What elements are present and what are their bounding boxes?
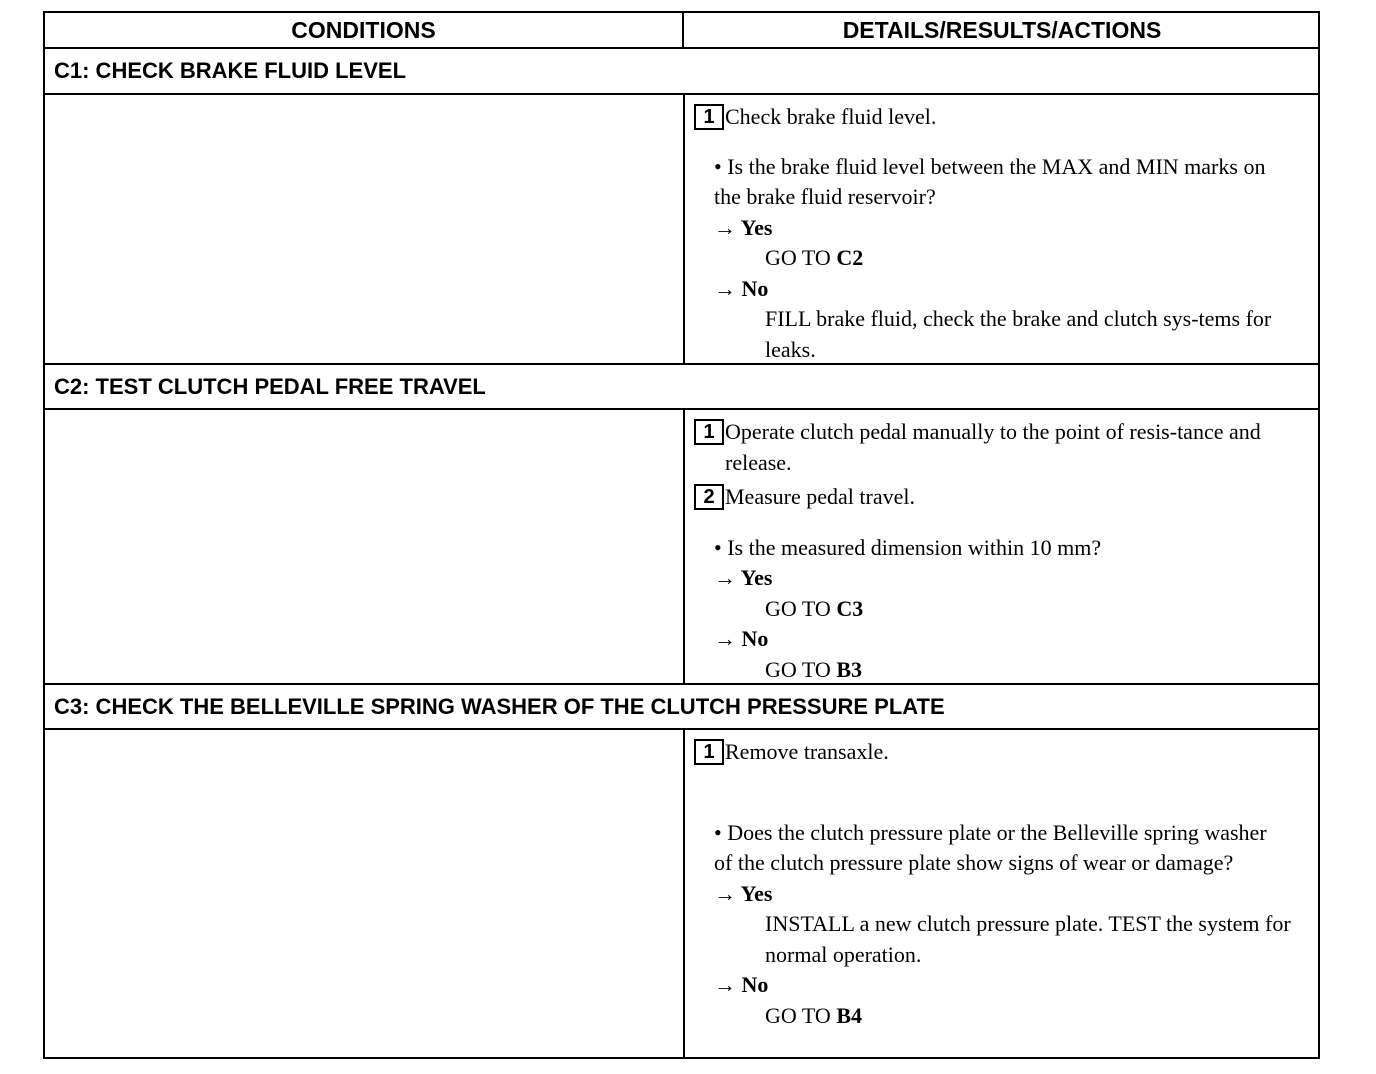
yes-label: → Yes — [714, 565, 773, 590]
no-action-text: GO TO — [765, 656, 837, 682]
yes-action — [765, 594, 1305, 625]
no-action — [765, 1001, 1305, 1032]
yes-answer — [714, 563, 1315, 594]
question-text: • Is the measured dimension within 10 mm? — [714, 534, 1102, 560]
step-item — [694, 417, 1315, 478]
no-answer — [714, 970, 1315, 1001]
yes-action — [765, 909, 1305, 970]
section-title-c1: C1: CHECK BRAKE FLUID LEVEL — [45, 49, 1320, 95]
step-number: 2 — [694, 484, 724, 510]
step-text: Operate clutch pedal manually to the point of resis-tance and release. — [725, 419, 1261, 475]
no-action-text: FILL brake fluid, check the brake and clutch sys-tems for leaks. — [765, 306, 1272, 362]
diagnostic-table — [43, 11, 1320, 1059]
no-answer — [714, 624, 1315, 655]
no-label: → No — [714, 275, 769, 301]
no-label: → No — [714, 626, 769, 651]
step-number: 1 — [694, 104, 724, 130]
yes-action-text: INSTALL a new clutch pressure plate. TEST the system for normal operation. — [765, 911, 1291, 967]
no-action-text: GO TO — [765, 1002, 837, 1028]
step-item — [694, 482, 1315, 513]
step-number: 1 — [694, 419, 724, 445]
yes-action-text: GO TO — [765, 245, 837, 270]
no-action-target: B3 — [836, 656, 862, 682]
step-item — [694, 102, 1315, 133]
yes-answer — [714, 213, 1315, 244]
step-text: Measure pedal travel. — [725, 484, 915, 509]
yes-action-target: C2 — [836, 245, 864, 270]
yes-action — [765, 243, 1305, 274]
yes-label: → Yes — [714, 214, 773, 240]
yes-answer — [714, 879, 1315, 910]
section-c1-details — [685, 102, 1315, 365]
no-answer — [714, 274, 1315, 305]
no-label: → No — [714, 972, 769, 997]
yes-label: → Yes — [714, 880, 773, 906]
step-number: 1 — [694, 739, 724, 765]
no-action — [765, 655, 1305, 686]
yes-action-target: C3 — [836, 595, 864, 621]
step-text: Remove transaxle. — [725, 739, 889, 764]
section-title-c3: C3: CHECK THE BELLEVILLE SPRING WASHER OF THE CLUTCH PRESSURE PLATE — [45, 685, 1320, 730]
section-title-c2: C2: TEST CLUTCH PEDAL FREE TRAVEL — [45, 365, 1320, 410]
details-header: DETAILS/RESULTS/ACTIONS — [684, 13, 1320, 49]
conditions-header: CONDITIONS — [45, 13, 684, 49]
section-c3-details — [685, 737, 1315, 1031]
section-c2-details — [685, 417, 1315, 685]
question-text: • Is the brake fluid level between the MAX and MIN marks on the brake fluid reservoir? — [714, 153, 1266, 209]
question-text: • Does the clutch pressure plate or the Belleville spring washer of the clutch pressure plate show signs of wear or damage? — [714, 819, 1267, 875]
no-action — [765, 304, 1305, 365]
step-text: Check brake fluid level. — [725, 104, 937, 129]
yes-action-text: GO TO — [765, 595, 837, 621]
step-item — [694, 737, 1315, 768]
no-action-target: B4 — [836, 1002, 862, 1028]
